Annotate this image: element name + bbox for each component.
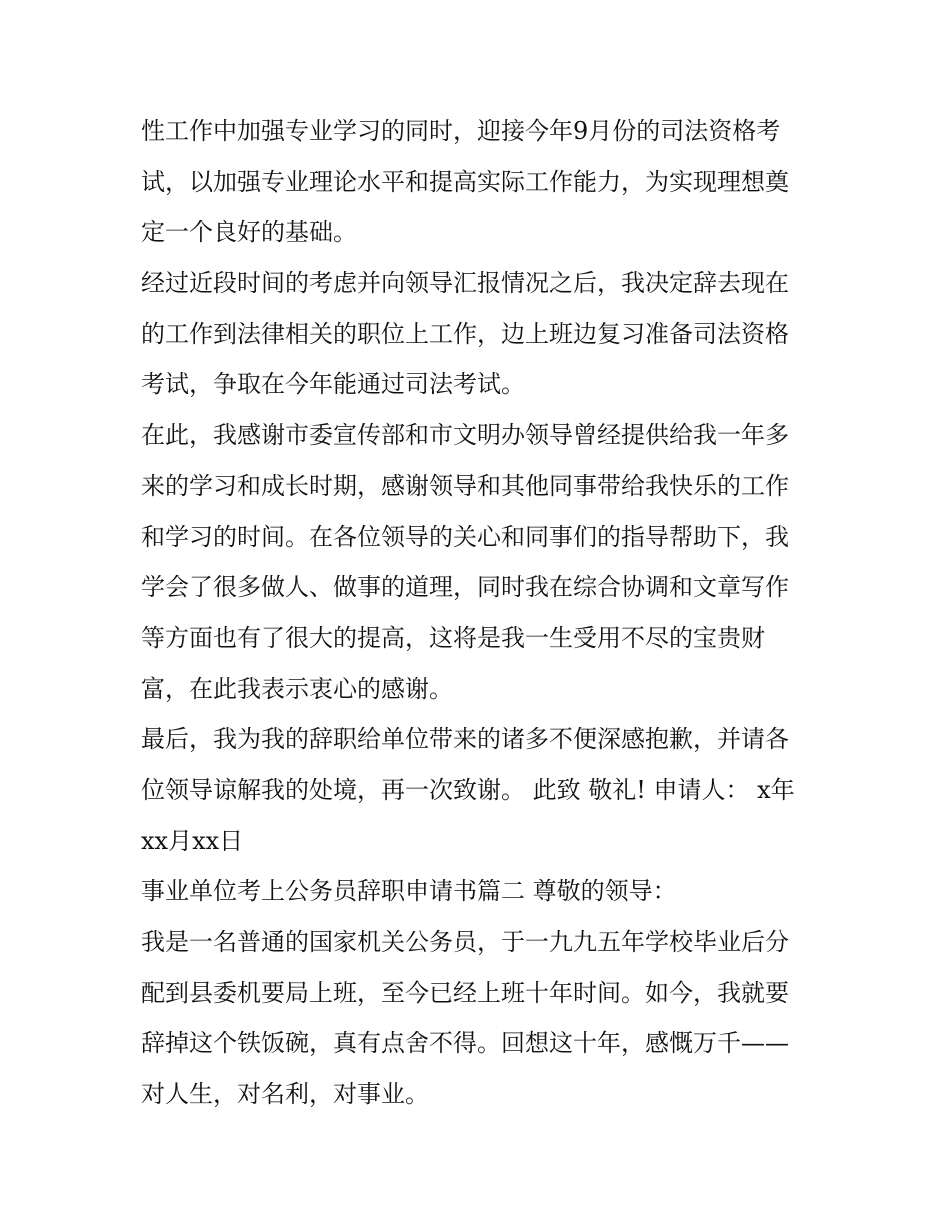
text-line: 试，以加强专业理论水平和提高实际工作能力，为实现理想奠	[141, 167, 789, 196]
paragraph-1	[141, 106, 813, 258]
text-line: 经过近段时间的考虑并向领导汇报情况之后，我决定辞去现在	[141, 269, 789, 298]
text-line: 的工作到法律相关的职位上工作，边上班边复习准备司法资格	[141, 319, 789, 348]
text-line: 等方面也有了很大的提高，这将是我一生受用不尽的宝贵财	[141, 623, 765, 652]
text-line: 位领导谅解我的处境，再一次致谢。 此致 敬礼! 申请人： x年	[141, 775, 795, 804]
paragraph-2	[141, 258, 813, 410]
text-line: 富，在此我表示衷心的感谢。	[141, 674, 453, 703]
text-line: 对人生，对名利，对事业。	[141, 1080, 429, 1109]
section-heading	[141, 866, 813, 917]
paragraph-6	[141, 917, 813, 1120]
text-line: 我是一名普通的国家机关公务员，于一九九五年学校毕业后分	[141, 928, 789, 956]
document-body	[141, 106, 813, 1120]
text-line: 辞掉这个铁饭碗，真有点舍不得。回想这十年，感慨万千——	[141, 1029, 789, 1058]
paragraph-3	[141, 410, 813, 714]
text-line: xx月xx日	[141, 826, 244, 855]
text-line: 配到县委机要局上班，至今已经上班十年时间。如今，我就要	[141, 978, 789, 1007]
text-line: 最后，我为我的辞职给单位带来的诸多不便深感抱歉，并请各	[141, 725, 789, 754]
text-line: 事业单位考上公务员辞职申请书篇二 尊敬的领导：	[141, 877, 677, 906]
text-line: 定一个良好的基础。	[141, 218, 357, 247]
text-line: 学会了很多做人、做事的道理，同时我在综合协调和文章写作	[141, 573, 789, 602]
text-line: 和学习的时间。在各位领导的关心和同事们的指导帮助下，我	[141, 522, 789, 551]
text-line: 在此，我感谢市委宣传部和市文明办领导曾经提供给我一年多	[141, 421, 789, 450]
paragraph-4	[141, 714, 813, 866]
text-line: 来的学习和成长时期，感谢领导和其他同事带给我快乐的工作	[141, 471, 789, 500]
text-line: 考试，争取在今年能通过司法考试。	[141, 370, 525, 399]
text-line: 性工作中加强专业学习的同时，迎接今年9月份的司法资格考	[141, 117, 781, 145]
